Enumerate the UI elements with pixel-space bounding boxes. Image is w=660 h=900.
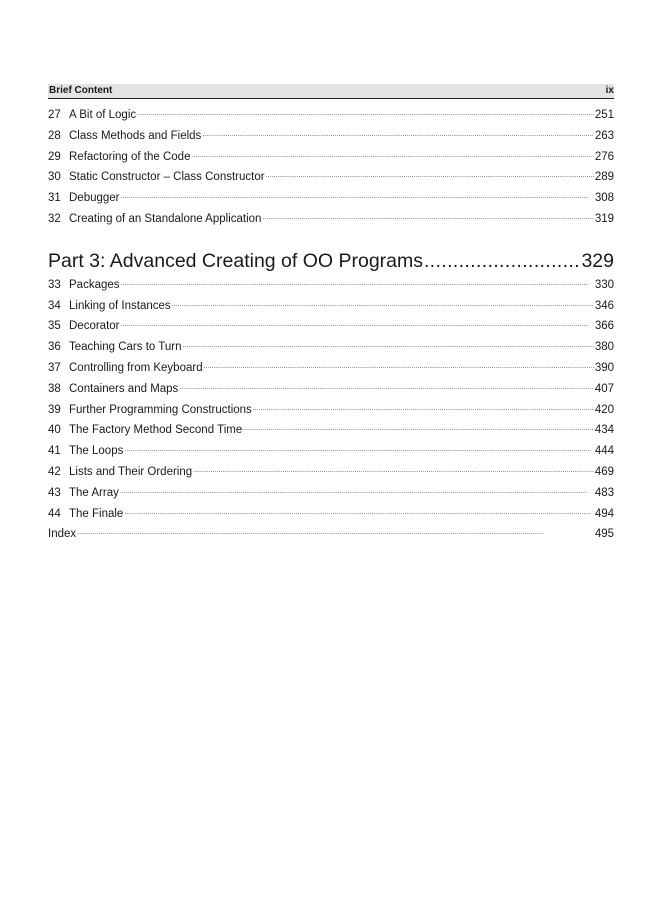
entry-title: A Bit of Logic xyxy=(69,109,137,121)
dot-leader xyxy=(262,206,593,229)
dot-leader xyxy=(121,185,594,208)
dot-leader xyxy=(172,293,594,316)
chapter-number: 34 xyxy=(48,299,61,312)
chapter-number: 43 xyxy=(48,486,61,499)
toc-entry[interactable] xyxy=(48,209,614,230)
entry-title: Class Methods and Fields xyxy=(69,129,202,142)
entry-title: Refactoring of the Code xyxy=(69,150,191,163)
chapter-number: 30 xyxy=(48,171,61,184)
chapter-number: 42 xyxy=(48,465,61,478)
entry-title: The Loops xyxy=(69,445,124,458)
dot-leader xyxy=(266,164,594,187)
dot-leader xyxy=(253,397,594,420)
chapter-number: 41 xyxy=(48,445,61,458)
chapter-number: 40 xyxy=(48,424,61,437)
toc-page xyxy=(48,84,614,545)
header-page-number: ix xyxy=(605,85,614,96)
entry-title: Containers and Maps xyxy=(69,382,179,395)
chapter-number: 27 xyxy=(48,109,61,121)
entry-title: Decorator xyxy=(69,320,120,333)
part-title: Part 3: Advanced Creating of OO Programs xyxy=(48,249,424,272)
chapter-number: 31 xyxy=(48,192,61,205)
dot-leader xyxy=(124,501,593,524)
entry-page-number: 289 xyxy=(594,171,614,184)
dot-leader xyxy=(121,313,594,336)
chapter-number: 39 xyxy=(48,403,61,416)
entry-page-number: 469 xyxy=(594,465,614,478)
entry-title: The Array xyxy=(69,486,119,499)
chapter-number: 38 xyxy=(48,382,61,395)
header-title: Brief Content xyxy=(49,85,113,96)
chapter-number: 32 xyxy=(48,212,61,225)
dot-leader xyxy=(202,123,594,146)
entry-title: Further Programming Constructions xyxy=(69,403,252,416)
entry-page-number: 444 xyxy=(594,445,614,458)
entry-title: The Finale xyxy=(69,507,124,520)
entry-title: Packages xyxy=(69,278,120,291)
chapter-number: 28 xyxy=(48,129,61,142)
entry-page-number: 263 xyxy=(594,129,614,142)
entry-title: Debugger xyxy=(69,192,120,205)
dot-leader xyxy=(77,521,594,544)
dot-leader xyxy=(204,355,594,378)
running-header xyxy=(48,84,614,99)
entry-page-number: 390 xyxy=(594,361,614,374)
entry-page-number: 494 xyxy=(594,507,614,520)
entry-page-number: 308 xyxy=(594,192,614,205)
chapter-number: 44 xyxy=(48,507,61,520)
toc-entry-index[interactable] xyxy=(48,524,614,545)
entry-title: Index xyxy=(48,528,77,541)
entry-title: Creating of an Standalone Application xyxy=(69,212,262,225)
entry-page-number: 495 xyxy=(594,528,614,541)
entry-title: Teaching Cars to Turn xyxy=(69,341,182,354)
dot-leader xyxy=(183,334,594,357)
chapter-number: 29 xyxy=(48,150,61,163)
entry-title: The Factory Method Second Time xyxy=(69,424,243,437)
entry-title: Linking of Instances xyxy=(69,299,171,312)
entry-page-number: 330 xyxy=(594,278,614,291)
dot-leader xyxy=(124,438,593,461)
entry-page-number: 407 xyxy=(594,382,614,395)
entry-title: Static Constructor – Class Constructor xyxy=(69,171,265,184)
entry-page-number: 420 xyxy=(594,403,614,416)
entry-title: Controlling from Keyboard xyxy=(69,361,203,374)
dot-leader xyxy=(121,272,594,295)
dot-leader xyxy=(120,480,594,503)
entry-page-number: 276 xyxy=(594,150,614,163)
entry-page-number: 483 xyxy=(594,486,614,499)
part-page-number: 329 xyxy=(581,249,614,272)
entry-page-number: 366 xyxy=(594,320,614,333)
entry-page-number: 319 xyxy=(594,212,614,225)
entry-page-number: 346 xyxy=(594,299,614,312)
toc-list-part3 xyxy=(48,275,614,525)
dot-leader xyxy=(137,102,594,125)
dot-leader xyxy=(179,376,594,399)
entry-page-number: 380 xyxy=(594,341,614,354)
dot-leader xyxy=(243,417,594,440)
toc-list-part2 xyxy=(48,105,614,230)
entry-page-number: 251 xyxy=(594,109,614,121)
part-heading[interactable] xyxy=(48,247,614,275)
chapter-number: 37 xyxy=(48,361,61,374)
entry-page-number: 434 xyxy=(594,424,614,437)
chapter-number: 35 xyxy=(48,320,61,333)
chapter-number: 36 xyxy=(48,341,61,354)
dot-leader xyxy=(191,144,593,167)
dot-leader xyxy=(193,459,594,482)
entry-title: Lists and Their Ordering xyxy=(69,465,193,478)
chapter-number: 33 xyxy=(48,278,61,291)
